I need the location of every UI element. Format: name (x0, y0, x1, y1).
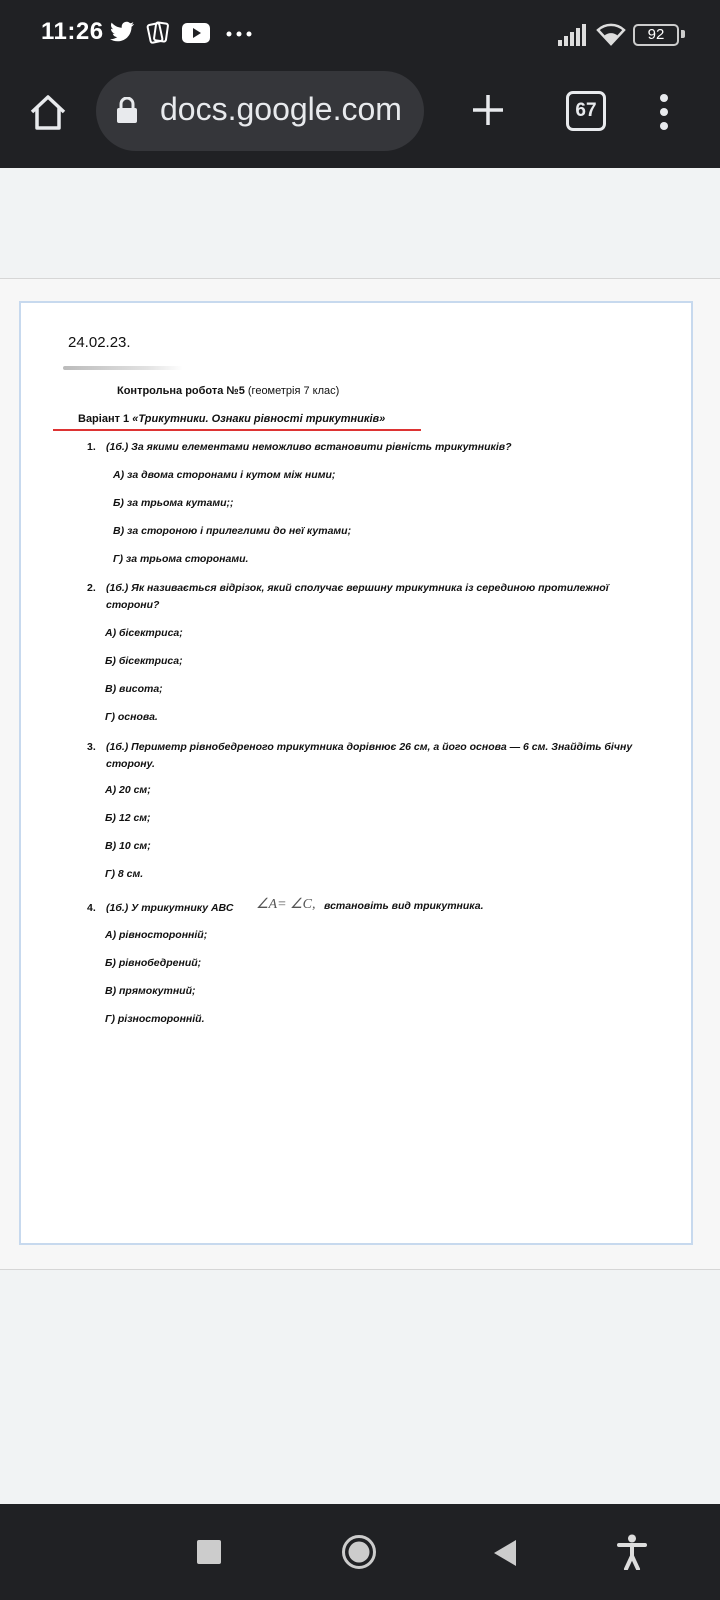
youtube-icon (182, 23, 210, 43)
more-menu-icon[interactable] (652, 92, 676, 132)
cards-app-icon (146, 20, 170, 46)
title-text: Контрольна робота №5 (117, 385, 245, 397)
option-d: Г) основа. (105, 711, 158, 723)
question-number: 1. (87, 441, 96, 453)
variant-label: Варіант 1 (78, 413, 130, 425)
battery-indicator: 92 (633, 24, 679, 46)
question-1 (87, 439, 637, 456)
url-text[interactable]: docs.google.com (160, 91, 402, 127)
recents-button-icon[interactable] (197, 1540, 221, 1564)
battery-tip (681, 30, 685, 38)
accessibility-icon[interactable] (617, 1534, 647, 1570)
question-text: (1б.) Як називається відрізок, який сполучає вершину трикутника із серединою протилежної сторони? (106, 582, 609, 611)
status-bar (0, 0, 720, 68)
title-subtitle: (геометрія 7 клас) (247, 385, 340, 397)
option-a: А) за двома сторонами і кутом між ними; (113, 469, 336, 481)
question-text-continued: встановіть вид трикутника. (324, 900, 484, 912)
twitter-icon (110, 20, 136, 44)
option-c: В) 10 см; (105, 840, 151, 852)
option-b: Б) бісектриса; (105, 655, 183, 667)
option-b: Б) рівнобедрений; (105, 957, 202, 969)
option-d: Г) 8 см. (105, 868, 144, 880)
question-number: 3. (87, 741, 96, 753)
document-title (117, 385, 339, 397)
question-text: (1б.) Периметр рівнобедреного трикутника дорівнює 26 см, а його основа — 6 см. Знайдіть бічну сторону. (106, 741, 633, 770)
question-2 (87, 580, 637, 614)
status-time: 11:26 (41, 18, 104, 45)
option-b: Б) 12 см; (105, 812, 151, 824)
variant-topic: «Трикутники. Ознаки рівності трикутників» (132, 413, 386, 425)
option-c: В) за стороною і прилеглими до неї кутами; (113, 525, 352, 537)
document-page[interactable] (19, 301, 693, 1245)
back-button-icon[interactable] (494, 1540, 518, 1566)
lock-icon (116, 97, 138, 123)
address-bar[interactable] (96, 71, 424, 151)
option-d: Г) різносторонній. (105, 1013, 205, 1025)
smudge-mark (63, 366, 183, 370)
tab-switcher-button[interactable]: 67 (566, 91, 606, 131)
option-a: А) 20 см; (105, 784, 151, 796)
home-icon[interactable] (28, 92, 68, 132)
new-tab-icon[interactable] (470, 92, 506, 128)
angle-formula: ∠A= ∠C, (256, 897, 316, 912)
variant-heading (78, 413, 385, 425)
option-c: В) висота; (105, 683, 163, 695)
signal-icon (558, 24, 588, 46)
red-underline (53, 429, 421, 431)
option-a: А) бісектриса; (105, 627, 183, 639)
option-d: Г) за трьома сторонами. (113, 553, 249, 565)
home-button-icon[interactable] (341, 1534, 377, 1570)
question-text: (1б.) За якими елементами неможливо встановити рівність трикутників? (106, 441, 512, 453)
page-frame (0, 278, 720, 1270)
document-viewer[interactable] (0, 168, 720, 1504)
document-date: 24.02.23. (68, 334, 131, 351)
question-number: 2. (87, 582, 96, 594)
question-3 (87, 739, 637, 773)
option-b: Б) за трьома кутами;; (113, 497, 234, 509)
navigation-bar (0, 1504, 720, 1600)
question-text: (1б.) У трикутнику АВС (106, 902, 234, 914)
wifi-icon (596, 22, 626, 48)
browser-toolbar (0, 68, 720, 168)
question-number: 4. (87, 902, 96, 914)
option-c: В) прямокутний; (105, 985, 196, 997)
option-a: А) рівносторонній; (105, 929, 208, 941)
more-notifications-icon (226, 30, 252, 38)
